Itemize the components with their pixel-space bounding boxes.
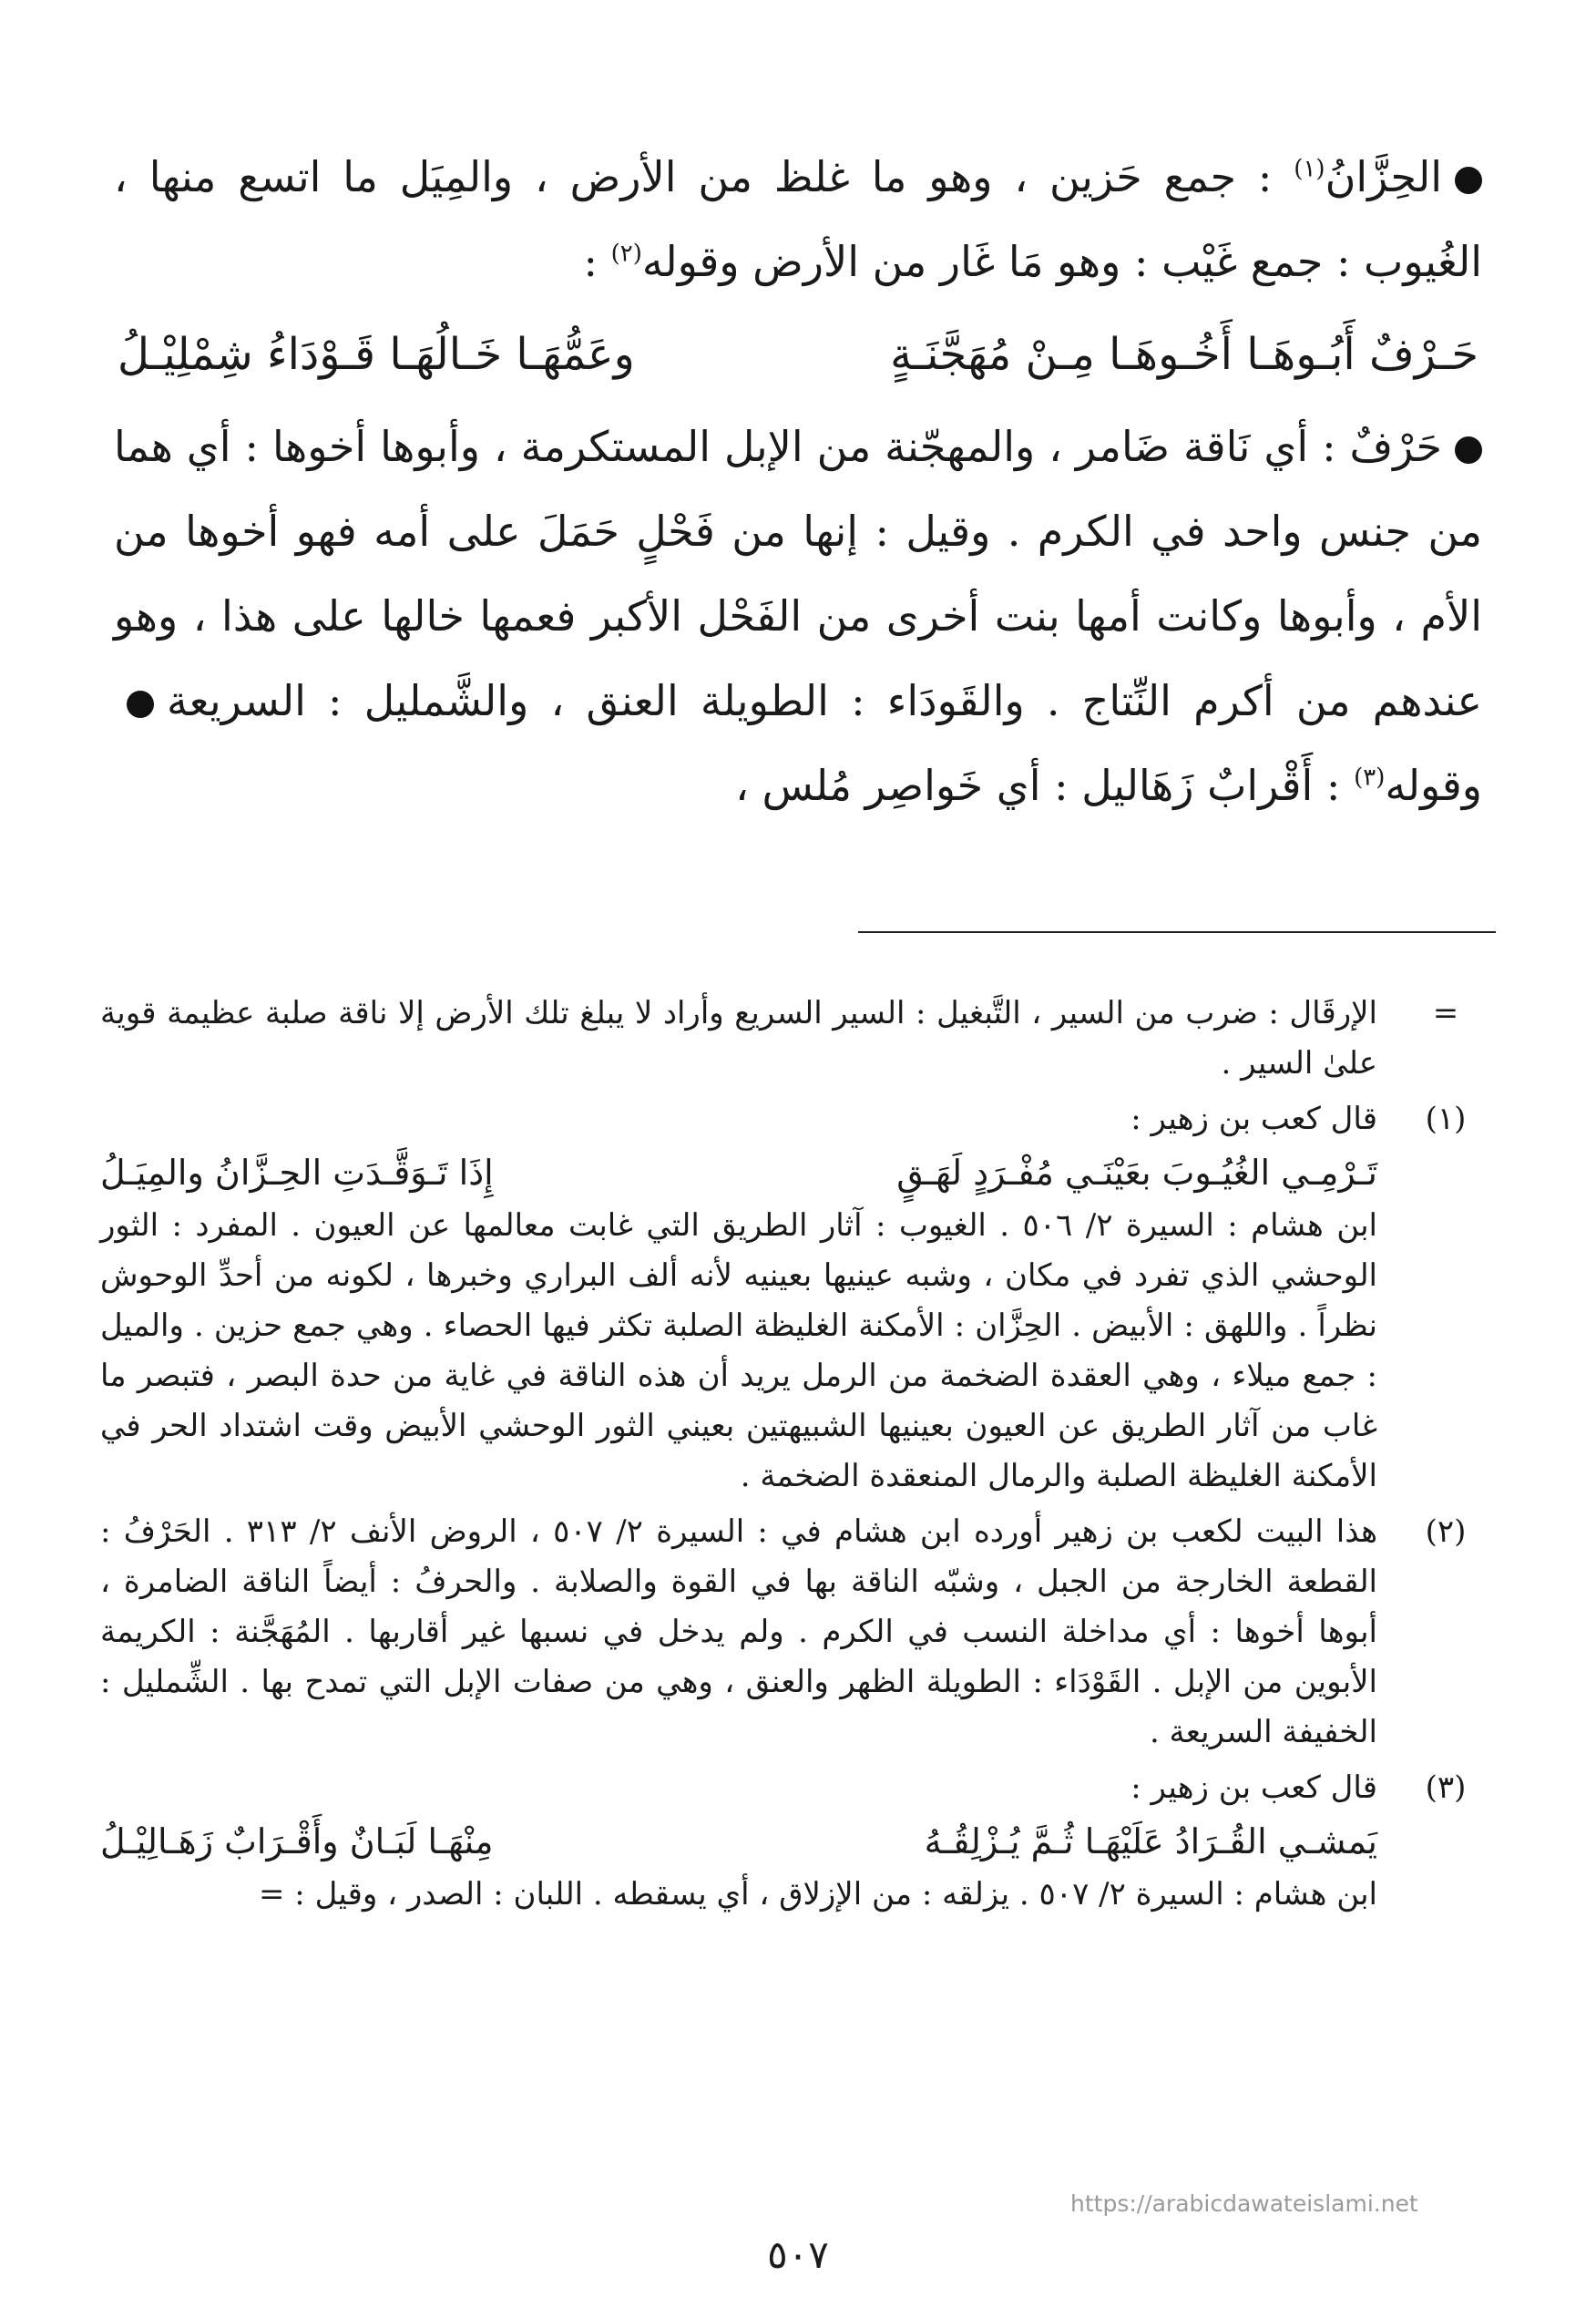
verse-1-second-hemistich: وعَمُّهَـا خَـالُهَـا قَـوْدَاءُ شِمْلِيْـلُ (118, 329, 635, 380)
footnote-1 (100, 1094, 1496, 1502)
footnote-ref-3[interactable]: (٣) (1354, 764, 1386, 792)
footnote-continuation-text: الإرقَال : ضرب من السير ، التَّبغيل : السير السريع وأراد لا يبلغ تلك الأرض إلا ناقة صلبة عظيمة قوية علىٰ السير . (100, 995, 1377, 1082)
bullet-icon (1455, 436, 1482, 464)
footnote-text: هذا البيت لكعب بن زهير أورده ابن هشام في : السيرة ٢/ ٥٠٧ ، الروض الأنف ٢/ ٣١٣ . الحَرْفُ : القطعة الخارجة من الجبل ، وشبّه الناقة بها في القوة والصلابة . والحرفُ : أيضاً الناقة الضامرة ، أبوها أخوها : أي مداخلة النسب في الكرم . ولم يدخل في نسبها غير أقاربها . المُهَجَّنة : الكريمة الأبوين من الإبل . القَوْدَاء : الطويلة الظهر والعنق ، وهي من صفات الإبل التي تمدح بها . الشِّمليل : الخفيفة السريعة . (100, 1513, 1378, 1750)
verse-second-hemistich: مِنْهَـا لَبَـانٌ وأَقْـرَابٌ زَهَـالِيْـلُ (100, 1821, 494, 1861)
watermark-url: https://arabicdawateislami.net (1070, 2190, 1418, 2217)
footnote-text: ابن هشام : السيرة ٢/ ٥٠٧ . يزلقه : من الإزلاق ، أي يسقطه . اللبان : الصدر ، وقيل : = (259, 1876, 1377, 1912)
footnote-ref-2[interactable]: (٢) (610, 240, 642, 268)
page-number: ٥٠٧ (767, 2232, 829, 2277)
footnote-3 (100, 1763, 1496, 1920)
footnote-number: (٣) (1425, 1769, 1467, 1806)
verse-1 (114, 304, 1482, 405)
footnote-separator (858, 931, 1496, 933)
continuation-mark: = (1432, 995, 1459, 1031)
footnote-1-verse (100, 1144, 1377, 1201)
footnote-text: ابن هشام : السيرة ٢/ ٥٠٦ . الغيوب : آثار الطريق التي غابت معالمها عن العيون . المفرد : الثور الوحشي الذي تفرد في مكان ، وشبه عينيها بعينيه لأنه ألف البراري وخبرها ، لكونه من أحدِّ الوحوش نظراً . واللهق : الأبيض . الحِزَّان : الأمكنة الغليظة الصلبة تكثر فيها الحصاء . وهي جمع حزين . والميل : جمع ميلاء ، وهي العقدة الضخمة من الرمل يريد أن هذه الناقة في غاية من حدة البصر ، فتبصر ما غاب من آثار الطريق عن العيون بعينيها الشبيهتين بعيني الثور الوحشي الأبيض وقت اشتداد الحر في الأمكنة الغليظة الصلبة والرمال المنعقدة الضخمة . (100, 1207, 1377, 1494)
paragraph-2: حَرْفٌ : أي نَاقة ضَامر ، والمهجّنة من الإبل المستكرمة ، وأبوها أخوها : أي هما من جنس واحد في الكرم . وقيل : إنها من فَحْلٍ حَمَلَ على أمه فهو أخوها من الأم ، وأبوها وكانت أمها بنت أخرى من الفَحْل الأكبر فعمها خالها على هذا ، وهو عندهم من أكرم النِّتاج . والقَودَاء : الطويلة العنق ، والشَّمليل : السريعةوقوله$^{(٣)}$ : أَقْرابٌ زَهَاليل : أي خَواصِر مُلس ، (114, 422, 1482, 810)
verse-1-first-hemistich: حَـرْفٌ أَبُـوهَـا أَخُـوهَـا مِـنْ مُهَجَّنَـةٍ (890, 329, 1478, 380)
footnote-intro: قال كعب بن زهير : (1130, 1769, 1377, 1806)
footnote-continuation (100, 989, 1496, 1089)
footnote-intro: قال كعب بن زهير : (1130, 1101, 1377, 1137)
paragraph-1: الحِزَّانُ$^{(١)}$ : جمع حَزين ، وهو ما غلظ من الأرض ، والمِيَل ما اتسع منها ، الغُيوب : جمع غَيْب : وهو مَا غَار من الأرض وقوله$^{(٢)}$ : (114, 152, 1482, 286)
bullet-icon (127, 691, 154, 718)
verse-second-hemistich: إِذَا تَـوَقَّـدَتِ الحِـزَّانُ والمِيَـلُ (100, 1153, 494, 1193)
footnote-3-verse (100, 1813, 1377, 1870)
verse-first-hemistich: تَـرْمِـي الغُيُـوبَ بعَيْنَـي مُفْـرَدٍ لَهَـقٍ (896, 1153, 1377, 1193)
footnote-ref-1[interactable]: (١) (1294, 155, 1325, 183)
verse-first-hemistich: يَمشـي القُـرَادُ عَلَيْهَـا ثُـمَّ يُـزْلِقُـهُ (924, 1821, 1377, 1861)
bullet-icon (1455, 167, 1482, 194)
footnote-2 (100, 1507, 1496, 1758)
main-text (114, 135, 1482, 828)
footnotes (100, 989, 1496, 1925)
footnote-number: (١) (1425, 1101, 1467, 1137)
footnote-number: (٢) (1425, 1513, 1467, 1550)
